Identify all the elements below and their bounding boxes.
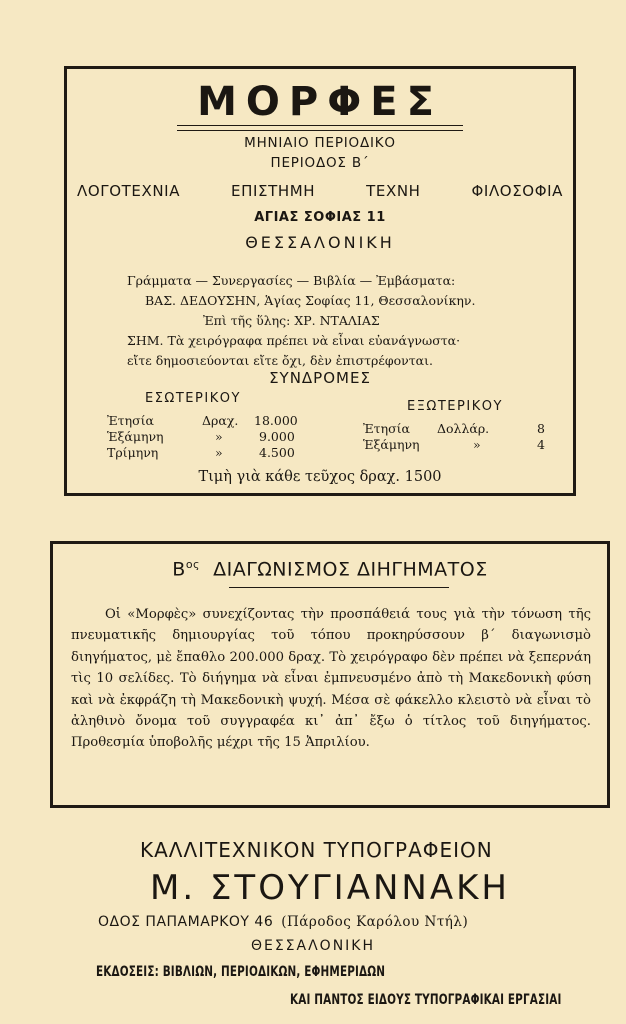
foreign-subscriptions bbox=[363, 399, 545, 453]
subject-art: ΤΕΧΝΗ bbox=[366, 182, 421, 200]
printer-address: ΟΔΟΣ ΠΑΠΑΜΑΡΚΟΥ 46 (Πάροδος Καρόλου Ντήλ) bbox=[98, 914, 469, 930]
printer-services: ΕΚΔΟΣΕΙΣ: ΒΙΒΛΙΩΝ, ΠΕΡΙΟΔΙΚΩΝ, ΕΦΗΜΕΡΙΔΩΝ bbox=[96, 964, 386, 980]
subscription-row: Τρίμηνη » 4.500 bbox=[107, 445, 295, 460]
subscription-row: Ἑξάμηνη » 9.000 bbox=[107, 429, 295, 444]
subject-literature: ΛΟΓΟΤΕΧΝΙΑ bbox=[77, 182, 181, 200]
editor-line: Ἐπὶ τῆς ὕλης: ΧΡ. ΝΤΑΛΙΑΣ bbox=[203, 313, 380, 328]
printer-city: ΘΕΣΣΑΛΟΝΙΚΗ bbox=[250, 938, 376, 954]
note-line: ΣΗΜ. Τὰ χειρόγραφα πρέπει νὰ εἶναι εὐανάγνωστα· bbox=[127, 333, 461, 348]
printer-heading: ΚΑΛΛΙΤΕΧΝΙΚΟΝ ΤΥΠΟΓΡΑΦΕΙΟΝ bbox=[140, 838, 493, 862]
subscription-row: Ἐτησία Δραχ. 18.000 bbox=[107, 413, 298, 428]
printer-services: ΚΑΙ ΠΑΝΤΟΣ ΕΙΔΟΥΣ ΤΥΠΟΓΡΑΦΙΚΑΙ ΕΡΓΑΣΙΑΙ bbox=[290, 992, 562, 1008]
correspondence-block bbox=[127, 271, 553, 371]
printer-name: Μ. ΣΤΟΥΓΙΑΝΝΑΚΗ bbox=[150, 868, 510, 908]
correspondence-line: Γράμματα — Συνεργασίες — Βιβλία — Ἐμβάσματα: bbox=[127, 273, 456, 288]
subscription-row: Ἑξάμηνη » 4 bbox=[363, 437, 545, 452]
domestic-heading: ΕΣΩΤΕΡΙΚΟΥ bbox=[145, 391, 241, 406]
correspondence-line: ΒΑΣ. ΔΕΔΟΥΣΗΝ, Ἁγίας Σοφίας 11, Θεσσαλονίκην. bbox=[145, 293, 476, 308]
subscriptions-title: ΣΥΝΔΡΟΜΕΣ bbox=[269, 369, 371, 387]
contest-title-rule bbox=[229, 587, 449, 588]
subjects-row bbox=[77, 182, 563, 200]
title-rule bbox=[177, 125, 463, 131]
subject-philosophy: ΦΙΛΟΣΟΦΙΑ bbox=[471, 182, 563, 200]
contest-title: $B^{o\varsigma}$ ΔΙΑΓΩΝΙΣΜΟΣ ΔΙΗΓΗΜΑΤΟΣ bbox=[172, 558, 488, 581]
magazine-title: ΜΟΡΦΕΣ bbox=[197, 79, 443, 125]
note-line: εἴτε δημοσιεύονται εἴτε ὄχι, δὲν ἐπιστρέφονται. bbox=[127, 353, 433, 368]
subtitle-monthly: ΜΗΝΙΑΙΟ ΠΕΡΙΟΔΙΚΟ bbox=[244, 135, 396, 151]
city: ΘΕΣΣΑΛΟΝΙΚΗ bbox=[245, 233, 395, 252]
subscription-row: Ἐτησία Δολλάρ. 8 bbox=[363, 421, 545, 436]
contest-box bbox=[50, 541, 610, 808]
foreign-heading: ΕΞΩΤΕΡΙΚΟΥ bbox=[407, 399, 503, 414]
contest-announcement: Οἱ «Μορφὲς» συνεχίζοντας τὴν προσπάθειά τους γιὰ τὴν τόνωση τῆς πνευματικῆς δημιουργίας τοῦ τόπου προκηρύσσουν β΄ διαγωνισμὸ διηγήματος, μὲ ἔπαθλο 200.000 δραχ. Τὸ χειρόγραφο δὲν πρέπει νὰ ξεπερνάη τὶς 10 σελίδες. Τὸ διήγημα νὰ εἶναι ἐμπνευσμένο ἀπὸ τὴ Μακεδονικὴ φύση καὶ νὰ ἐκφράζη τὴ Μακεδονικὴ ψυχή. Μέσα σὲ φάκελλο κλειστὸ νὰ εἶναι τὸ ἀληθινὸ ὄνομα τοῦ συγγραφέα κι᾽ ἀπ᾽ ἔξω ὁ τίτλος τοῦ διηγήματος. Προθεσμία ὑποβολῆς μέχρι τῆς 15 Ἀπριλίου. bbox=[71, 607, 591, 751]
subtitle-period: ΠΕΡΙΟΔΟΣ Β΄ bbox=[270, 155, 370, 171]
subject-science: ΕΠΙΣΤΗΜΗ bbox=[231, 182, 316, 200]
domestic-subscriptions bbox=[107, 391, 298, 461]
masthead-box bbox=[64, 66, 576, 496]
street-address: ΑΓΙΑΣ ΣΟΦΙΑΣ 11 bbox=[254, 210, 386, 225]
issue-price: Τιμὴ γιὰ κάθε τεῦχος δραχ. 1500 bbox=[198, 469, 442, 485]
